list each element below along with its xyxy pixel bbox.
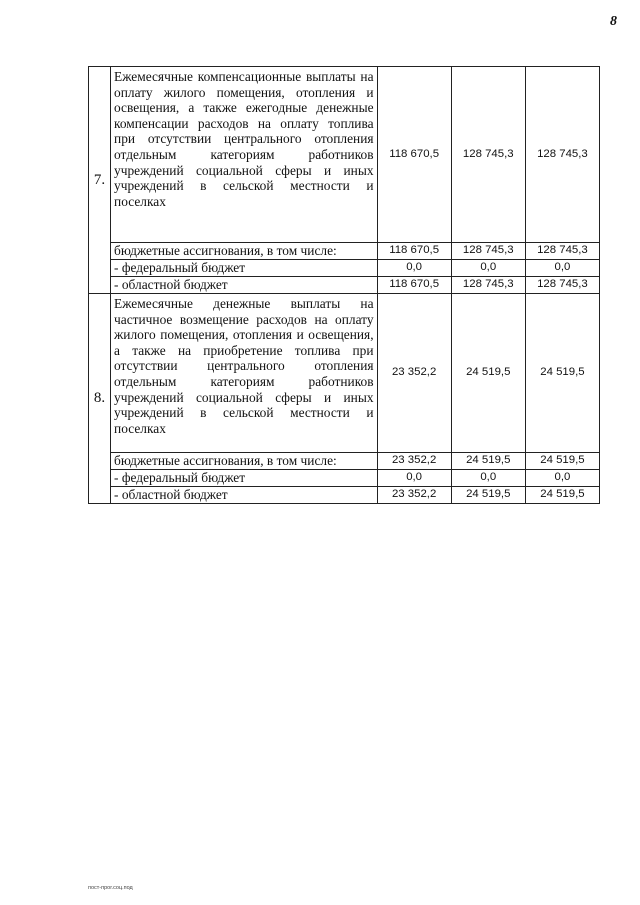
- budget-table: [88, 66, 600, 504]
- value-cell: 0,0: [451, 470, 525, 487]
- table-row-8-budget: [89, 453, 600, 470]
- sub-label: бюджетные ассигнования, в том числе:: [111, 243, 378, 260]
- row-number: 7.: [89, 67, 111, 294]
- table-row-8-regional: [89, 487, 600, 504]
- value-cell: 23 352,2: [377, 487, 451, 504]
- value-cell: 0,0: [451, 260, 525, 277]
- value-cell: 118 670,5: [377, 67, 451, 243]
- table-row-7-regional: [89, 277, 600, 294]
- value-cell: 24 519,5: [451, 294, 525, 453]
- value-cell: 128 745,3: [451, 243, 525, 260]
- value-cell: 128 745,3: [451, 67, 525, 243]
- value-cell: 0,0: [525, 470, 599, 487]
- row-description: Ежемесячные денежные выплаты на частичное возмещение расходов на оплату жилого помещения, отопления и освещения, а также на приобретение топлива при отсутствии центрального отопления отдельным категориям работников учреждений социальной сферы и иных учреждений в сельской местности и поселках: [111, 294, 378, 453]
- value-cell: 24 519,5: [451, 487, 525, 504]
- table-row-7-main: [89, 67, 600, 243]
- value-cell: 118 670,5: [377, 243, 451, 260]
- table-row-8-federal: [89, 470, 600, 487]
- table-row-7-budget: [89, 243, 600, 260]
- row-description: Ежемесячные компенсационные выплаты на оплату жилого помещения, отопления и освещения, а также ежегодные денежные компенсации расходов на оплату топлива при отсутствии центрального отопления отдельным категориям работников учреждений социальной сферы и иных учреждений в сельской местности и поселках: [111, 67, 378, 243]
- value-cell: 118 670,5: [377, 277, 451, 294]
- value-cell: 24 519,5: [525, 453, 599, 470]
- table-row-8-main: [89, 294, 600, 453]
- value-cell: 0,0: [377, 260, 451, 277]
- sub-label: - федеральный бюджет: [111, 260, 378, 277]
- value-cell: 128 745,3: [525, 243, 599, 260]
- sub-label: - федеральный бюджет: [111, 470, 378, 487]
- sub-label: бюджетные ассигнования, в том числе:: [111, 453, 378, 470]
- row-number: 8.: [89, 294, 111, 504]
- table-row-7-federal: [89, 260, 600, 277]
- value-cell: 23 352,2: [377, 294, 451, 453]
- sub-label: - областной бюджет: [111, 277, 378, 294]
- value-cell: 23 352,2: [377, 453, 451, 470]
- value-cell: 128 745,3: [525, 67, 599, 243]
- value-cell: 24 519,5: [525, 294, 599, 453]
- footer-file-code: пост-прог.соц.под: [88, 885, 133, 891]
- value-cell: 0,0: [525, 260, 599, 277]
- value-cell: 0,0: [377, 470, 451, 487]
- value-cell: 128 745,3: [525, 277, 599, 294]
- sub-label: - областной бюджет: [111, 487, 378, 504]
- page-number: 8: [610, 14, 617, 29]
- value-cell: 128 745,3: [451, 277, 525, 294]
- value-cell: 24 519,5: [525, 487, 599, 504]
- value-cell: 24 519,5: [451, 453, 525, 470]
